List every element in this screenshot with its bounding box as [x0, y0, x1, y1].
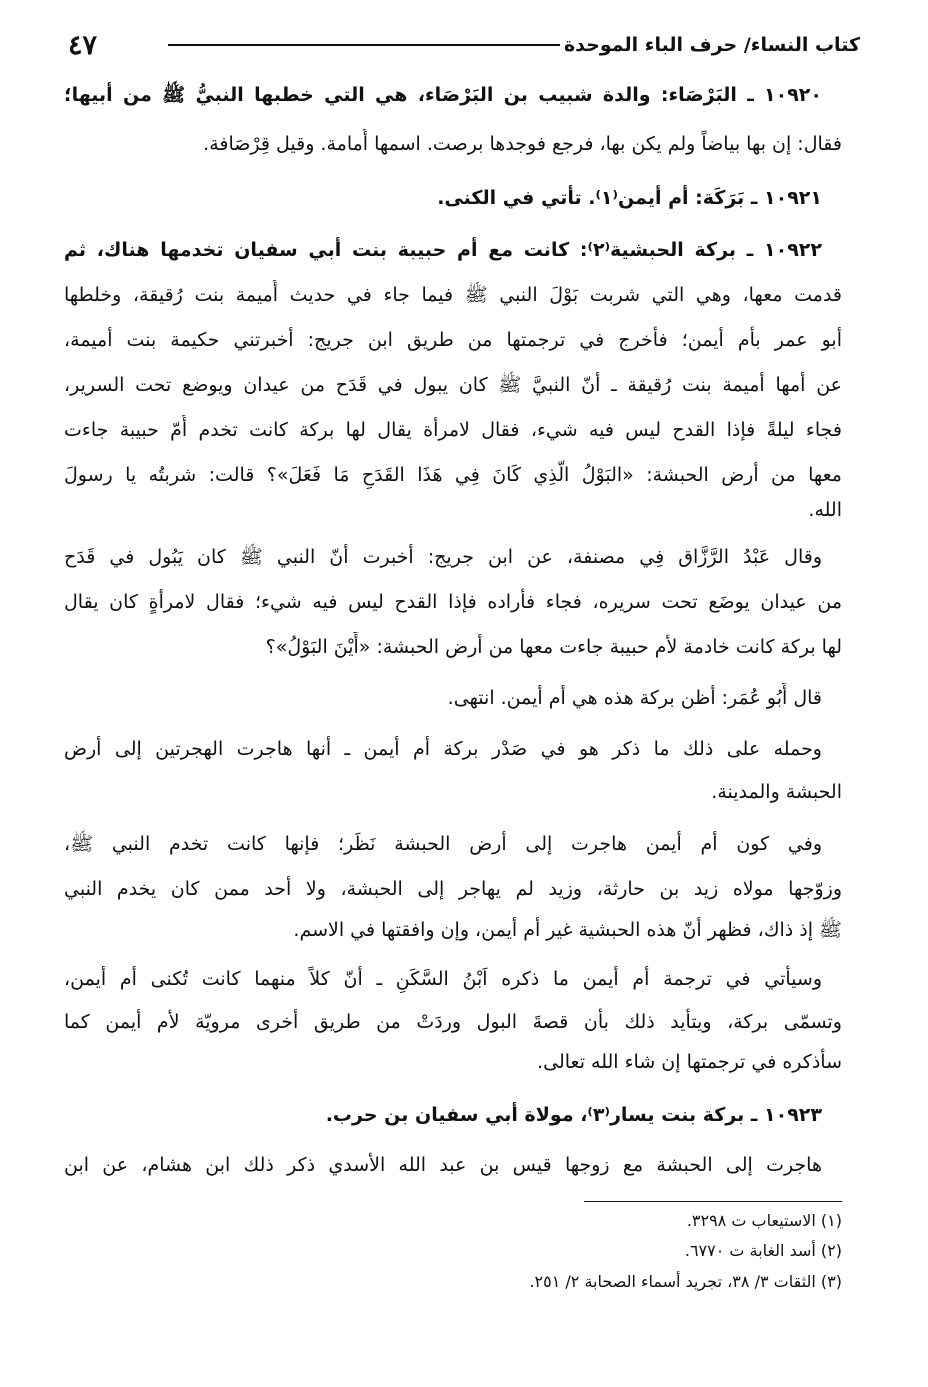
- text-line: فجاء ليلةً فإذا القدح ليس فيه شيء، فقال لامرأة يقال لها بركة كانت تخدم أُمّ حبيبة جاءت: [64, 419, 842, 441]
- text-line: الحبشة والمدينة.: [711, 781, 842, 803]
- entry-10921-line: ١٠٩٢١ ـ بَرَكَة: أم أيمن⁽١⁾. تأتي في الكنى.: [437, 187, 822, 209]
- paragraph-line: هاجرت إلى الحبشة مع زوجها قيس بن عبد الله الأسدي ذكر ذلك ابن هشام، عن ابن: [64, 1154, 822, 1176]
- footnote-2: (٢) أسد الغابة ت ٦٧٧٠.: [684, 1241, 842, 1260]
- entry-10920-line: ١٠٩٢٠ ـ البَرْصَاء: والدة شبيب بن البَرْصَاء، هي التي خطبها النبيُّ ﷺ من أبيها؛: [64, 84, 822, 106]
- text-line: من عيدان يوضَع تحت سريره، فجاء فأراده فإذا القدح ليس فيه شيء؛ فقال لامرأةٍ كان يقال: [64, 591, 842, 613]
- text-line: فقال: إن بها بياضاً ولم يكن بها، فرجع فوجدها برصت. اسمها أُمامة. وقيل قِرْصَافة.: [203, 133, 842, 155]
- text-line: أبو عمر بأم أيمن؛ فأخرج في ترجمتها من طريق ابن جريج: أخبرتني حكيمة بنت أميمة،: [64, 329, 842, 351]
- text-line: وتسمّى بركة، ويتأيد ذلك بأن قصةَ البول وردَتْ من طريق أخرى مرويّة لأم أيمن كما: [64, 1011, 842, 1033]
- paragraph-line: وفي كون أم أيمن هاجرت إلى أرض الحبشة نَظَر؛ فإنها كانت تخدم النبي ﷺ،: [64, 833, 822, 855]
- paragraph-line: وحمله على ذلك ما ذكر هو في صَدْر بركة أم أيمن ـ أنها هاجرت الهجرتين إلى أرض: [64, 738, 822, 760]
- footnote-3: (٣) الثقات ٣/ ٣٨، تجريد أسماء الصحابة ٢/ ٢٥١.: [529, 1272, 842, 1291]
- entry-10923-line: ١٠٩٢٣ ـ بركة بنت يسار⁽٣⁾، مولاة أبي سفيان بن حرب.: [325, 1104, 822, 1126]
- text-line: معها من أرض الحبشة: «البَوْلُ الَّذِي كَانَ فِي هَذَا القَدَحِ مَا فَعَلَ»؟ قالت: شربتُه يا رسولَ: [64, 464, 842, 486]
- entry-10922-line: ١٠٩٢٢ ـ بركة الحبشية⁽٢⁾: كانت مع أم حبيبة بنت أبي سفيان تخدمها هناك، ثم: [64, 239, 822, 261]
- text-line: عن أمها أميمة بنت رُقيقة ـ أنّ النبيَّ ﷺ كان يبول في قَدَح من عيدان ويوضع تحت السرير،: [64, 374, 842, 396]
- text-line: قدمت معها، وهي التي شربت بَوْلَ النبي ﷺ فيما جاء في حديث أُميمة بنت رُقيقة، وخلطها: [64, 284, 842, 306]
- paragraph-line: قال أَبُو عُمَر: أظن بركة هذه هي أم أيمن. انتهى.: [447, 687, 822, 709]
- text-line: الله.: [808, 499, 842, 521]
- footnote-separator: [584, 1201, 842, 1202]
- text-line: ﷺ إذ ذاك، فظهر أنّ هذه الحبشية غير أم أيمن، وإن وافقتها في الاسم.: [293, 919, 842, 941]
- page-header: [68, 22, 860, 68]
- footnote-1: (١) الاستيعاب ت ٣٢٩٨.: [686, 1211, 842, 1230]
- header-rule: [168, 44, 560, 46]
- text-line: سأذكره في ترجمتها إن شاء الله تعالى.: [537, 1051, 842, 1073]
- running-title: كتاب النساء/ حرف الباء الموحدة: [563, 34, 860, 56]
- paragraph-line: وقال عَبْدُ الرَّزَّاق فِي مصنفة، عن ابن جريج: أخبرت أنّ النبي ﷺ كان يَبُول في قَدَح: [64, 546, 822, 568]
- text-line: وزوّجها مولاه زيد بن حارثة، وزيد لم يهاجر إلى الحبشة، ولا أحد ممن كان يخدم النبي: [64, 878, 842, 900]
- paragraph-line: وسيأتي في ترجمة أم أيمن ما ذكره اَبْنُ السَّكَنِ ـ أنّ كلاً منهما كانت تُكنى أم أيمن،: [64, 968, 822, 990]
- page-number: ٤٧: [68, 30, 98, 61]
- text-line: لها بركة كانت خادمة لأم حبيبة جاءت معها من أرض الحبشة: «أَيْنَ البَوْلُ»؟: [265, 636, 842, 658]
